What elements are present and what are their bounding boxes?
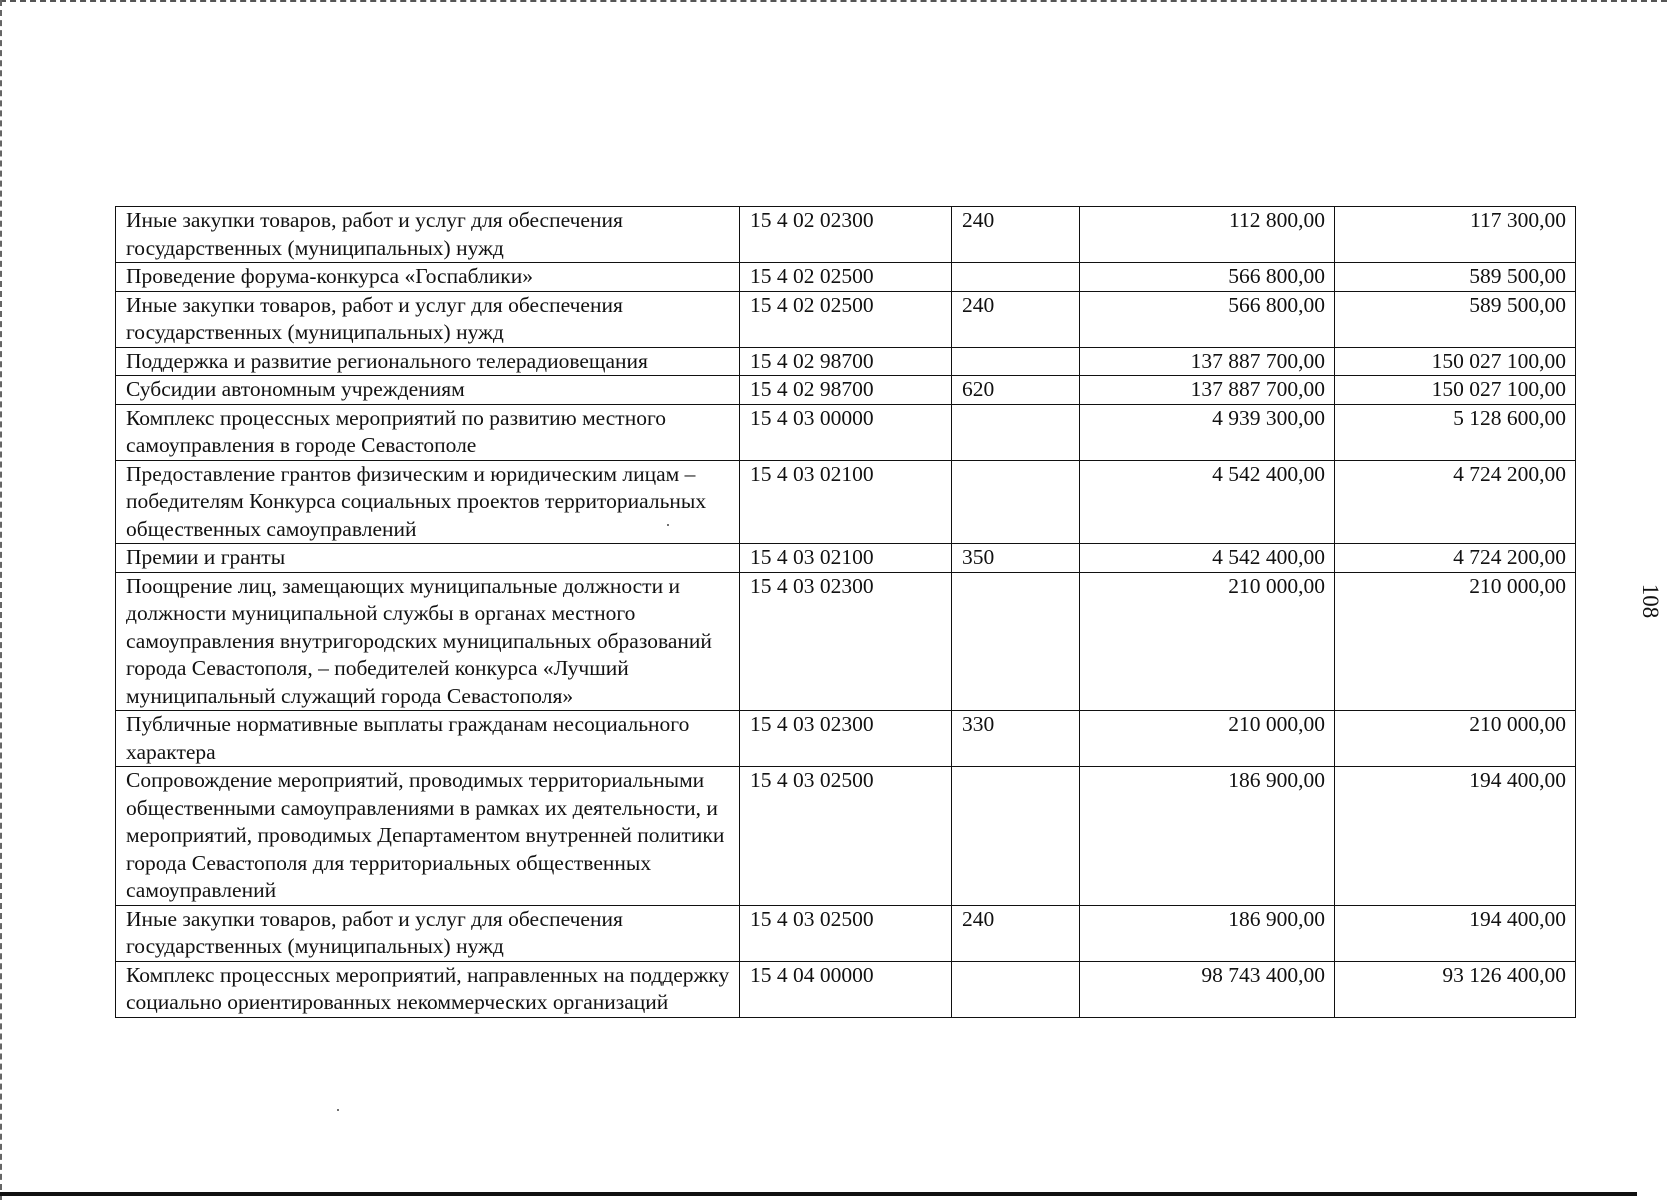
row-code: 15 4 02 98700 bbox=[740, 347, 952, 376]
table-row bbox=[116, 711, 1576, 767]
budget-table bbox=[115, 206, 1576, 1018]
row-expense-type: 240 bbox=[952, 291, 1080, 347]
row-expense-type bbox=[952, 404, 1080, 460]
row-name: Иные закупки товаров, работ и услуг для обеспечения государственных (муниципальных) нужд bbox=[116, 207, 740, 263]
row-name: Комплекс процессных мероприятий по развитию местного самоуправления в городе Севастополе bbox=[116, 404, 740, 460]
row-amount-1: 186 900,00 bbox=[1080, 767, 1335, 906]
table-row bbox=[116, 347, 1576, 376]
table-row bbox=[116, 572, 1576, 711]
page-number: 108 bbox=[1638, 583, 1663, 619]
row-code: 15 4 03 02100 bbox=[740, 544, 952, 573]
row-code: 15 4 03 02300 bbox=[740, 572, 952, 711]
row-amount-2: 589 500,00 bbox=[1335, 291, 1576, 347]
row-code: 15 4 02 02500 bbox=[740, 291, 952, 347]
row-name: Комплекс процессных мероприятий, направленных на поддержку социально ориентированных некоммерческих организаций bbox=[116, 961, 740, 1017]
row-amount-1: 210 000,00 bbox=[1080, 572, 1335, 711]
row-amount-1: 4 542 400,00 bbox=[1080, 544, 1335, 573]
row-expense-type: 620 bbox=[952, 376, 1080, 405]
row-amount-2: 194 400,00 bbox=[1335, 905, 1576, 961]
row-name: Поощрение лиц, замещающих муниципальные должности и должности муниципальной службы в органах местного самоуправления внутригородских муниципальных образований города Севастополя, – победителей конкурса «Лучший муниципальный служащий города Севастополя» bbox=[116, 572, 740, 711]
row-amount-2: 150 027 100,00 bbox=[1335, 347, 1576, 376]
scan-edge-left bbox=[0, 0, 2, 1200]
row-amount-2: 93 126 400,00 bbox=[1335, 961, 1576, 1017]
row-amount-1: 210 000,00 bbox=[1080, 711, 1335, 767]
row-amount-1: 4 939 300,00 bbox=[1080, 404, 1335, 460]
table-row bbox=[116, 961, 1576, 1017]
row-expense-type: 240 bbox=[952, 207, 1080, 263]
table-row bbox=[116, 767, 1576, 906]
table-row bbox=[116, 291, 1576, 347]
table-row bbox=[116, 263, 1576, 292]
row-code: 15 4 02 02500 bbox=[740, 263, 952, 292]
row-name: Иные закупки товаров, работ и услуг для обеспечения государственных (муниципальных) нужд bbox=[116, 291, 740, 347]
row-code: 15 4 03 02300 bbox=[740, 711, 952, 767]
table-row bbox=[116, 460, 1576, 544]
row-amount-2: 150 027 100,00 bbox=[1335, 376, 1576, 405]
row-code: 15 4 03 02500 bbox=[740, 767, 952, 906]
row-amount-1: 186 900,00 bbox=[1080, 905, 1335, 961]
row-amount-1: 137 887 700,00 bbox=[1080, 376, 1335, 405]
table-row bbox=[116, 376, 1576, 405]
row-expense-type bbox=[952, 263, 1080, 292]
table-row bbox=[116, 404, 1576, 460]
row-expense-type bbox=[952, 961, 1080, 1017]
row-amount-1: 566 800,00 bbox=[1080, 291, 1335, 347]
row-amount-2: 5 128 600,00 bbox=[1335, 404, 1576, 460]
row-expense-type: 350 bbox=[952, 544, 1080, 573]
row-name: Субсидии автономным учреждениям bbox=[116, 376, 740, 405]
scan-edge-bottom bbox=[0, 1192, 1637, 1196]
row-amount-1: 4 542 400,00 bbox=[1080, 460, 1335, 544]
row-expense-type bbox=[952, 347, 1080, 376]
row-amount-1: 566 800,00 bbox=[1080, 263, 1335, 292]
row-name: Публичные нормативные выплаты гражданам несоциального характера bbox=[116, 711, 740, 767]
row-amount-2: 210 000,00 bbox=[1335, 711, 1576, 767]
row-expense-type bbox=[952, 460, 1080, 544]
row-expense-type: 330 bbox=[952, 711, 1080, 767]
row-code: 15 4 03 02500 bbox=[740, 905, 952, 961]
scan-edge-top bbox=[0, 0, 1667, 2]
row-name: Проведение форума-конкурса «Госпаблики» bbox=[116, 263, 740, 292]
row-amount-1: 98 743 400,00 bbox=[1080, 961, 1335, 1017]
row-code: 15 4 02 98700 bbox=[740, 376, 952, 405]
row-name: Предоставление грантов физическим и юридическим лицам – победителям Конкурса социальных проектов территориальных общественных самоуправлений bbox=[116, 460, 740, 544]
row-amount-1: 137 887 700,00 bbox=[1080, 347, 1335, 376]
row-expense-type bbox=[952, 572, 1080, 711]
row-amount-2: 4 724 200,00 bbox=[1335, 544, 1576, 573]
row-name: Сопровождение мероприятий, проводимых территориальными общественными самоуправлениями в рамках их деятельности, и мероприятий, проводимых Департаментом внутренней политики города Севастополя для территориальных общественных самоуправлений bbox=[116, 767, 740, 906]
row-amount-1: 112 800,00 bbox=[1080, 207, 1335, 263]
row-code: 15 4 02 02300 bbox=[740, 207, 952, 263]
row-name: Поддержка и развитие регионального телерадиовещания bbox=[116, 347, 740, 376]
table-row bbox=[116, 905, 1576, 961]
row-expense-type: 240 bbox=[952, 905, 1080, 961]
row-name: Иные закупки товаров, работ и услуг для обеспечения государственных (муниципальных) нужд bbox=[116, 905, 740, 961]
row-name: Премии и гранты bbox=[116, 544, 740, 573]
row-code: 15 4 04 00000 bbox=[740, 961, 952, 1017]
row-amount-2: 194 400,00 bbox=[1335, 767, 1576, 906]
table-row bbox=[116, 207, 1576, 263]
row-amount-2: 210 000,00 bbox=[1335, 572, 1576, 711]
scan-speck bbox=[337, 1109, 339, 1111]
row-amount-2: 117 300,00 bbox=[1335, 207, 1576, 263]
row-amount-2: 589 500,00 bbox=[1335, 263, 1576, 292]
row-code: 15 4 03 02100 bbox=[740, 460, 952, 544]
table-row bbox=[116, 544, 1576, 573]
row-expense-type bbox=[952, 767, 1080, 906]
row-amount-2: 4 724 200,00 bbox=[1335, 460, 1576, 544]
row-code: 15 4 03 00000 bbox=[740, 404, 952, 460]
